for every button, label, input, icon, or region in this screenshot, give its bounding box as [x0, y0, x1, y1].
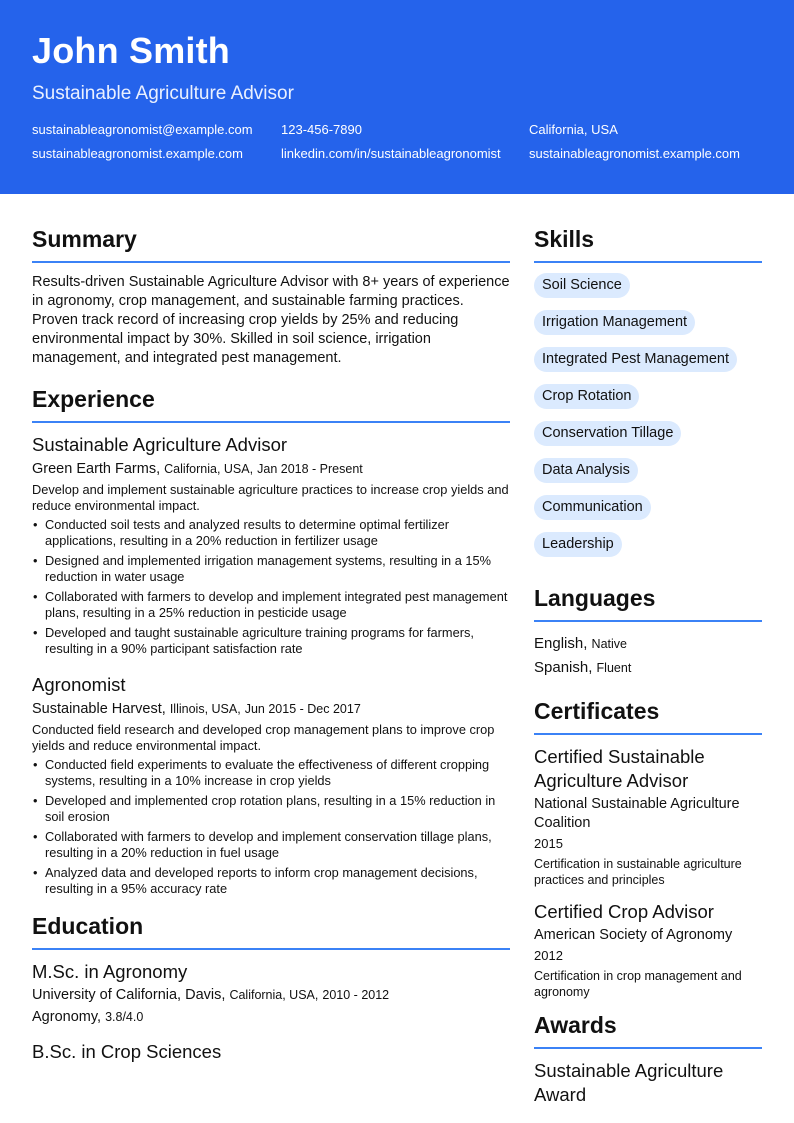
job-bullet: • Developed and taught sustainable agriculture training programs for farmers, resulting in a 90% participant satisfaction rate	[32, 625, 510, 657]
skill-tag: Crop Rotation	[534, 384, 639, 409]
certificate-title: Certified Sustainable Agriculture Advisor	[534, 746, 705, 791]
education-field-gpa	[32, 1006, 510, 1028]
skill-tag: Communication	[534, 495, 651, 520]
resume-header	[0, 0, 794, 194]
certificate-year: 2015	[534, 836, 563, 851]
job-title: Sustainable Agriculture Advisor	[32, 434, 288, 455]
job-dates: Jun 2015 - Dec 2017	[244, 702, 361, 716]
contact-website[interactable]: sustainableagronomist.example.com	[32, 146, 243, 161]
job-meta	[32, 459, 510, 479]
job-company: Sustainable Harvest,	[32, 701, 166, 717]
education-field: Agronomy,	[32, 1009, 102, 1025]
contact-email[interactable]: sustainableagronomist@example.com	[32, 122, 253, 137]
job-bullet: • Conducted soil tests and analyzed results to determine optimal fertilizer applications, resulting in a 20% reduction in fertilizer usage	[32, 517, 510, 549]
summary-heading: Summary	[32, 226, 510, 263]
languages-heading: Languages	[534, 585, 762, 622]
job-company: Green Earth Farms,	[32, 461, 161, 477]
certificate-issuer: National Sustainable Agriculture Coalition	[534, 796, 740, 831]
language-item	[534, 632, 762, 656]
side-column	[534, 226, 762, 1107]
job-bullets	[32, 517, 510, 657]
summary-text: Results-driven Sustainable Agriculture Advisor with 8+ years of experience in agronomy, crop management, and sustainable farming practices. Proven track record of increasing crop yields by 25% and reducing environmental impact by 30%. Skilled in soil science, irrigation management, and integrated pest management.	[32, 274, 510, 366]
certificate-issuer: American Society of Agronomy	[534, 927, 733, 943]
job-bullet: • Collaborated with farmers to develop and implement conservation tillage plans, resulting in a 20% reduction in fuel usage	[32, 829, 510, 861]
job-location: California, USA,	[164, 462, 254, 476]
skill-tag: Conservation Tillage	[534, 421, 681, 446]
contact-linkedin[interactable]: linkedin.com/in/sustainableagronomist	[281, 146, 501, 161]
education-location: California, USA,	[229, 988, 319, 1002]
experience-heading: Experience	[32, 386, 510, 423]
skills-list	[534, 273, 762, 569]
candidate-title: Sustainable Agriculture Advisor	[32, 83, 294, 104]
language-item	[534, 656, 762, 680]
job-description: Develop and implement sustainable agriculture practices to increase crop yields and reduce environmental impact.	[32, 482, 509, 513]
skills-heading: Skills	[534, 226, 762, 263]
contact-website-secondary[interactable]: sustainableagronomist.example.com	[529, 146, 740, 161]
job-description: Conducted field research and developed crop management plans to improve crop yields and reduce environmental impact.	[32, 722, 495, 753]
certificates-heading: Certificates	[534, 698, 762, 735]
candidate-name: John Smith	[32, 30, 230, 71]
certificate-entry	[534, 745, 762, 888]
skill-tag: Soil Science	[534, 273, 630, 298]
education-entry	[32, 1040, 510, 1064]
certificate-year: 2012	[534, 948, 563, 963]
job-bullet: • Developed and implemented crop rotation plans, resulting in a 15% reduction in soil erosion	[32, 793, 510, 825]
language-level: Native	[591, 637, 627, 651]
job-bullet: • Conducted field experiments to evaluate the effectiveness of different cropping systems, resulting in a 10% increase in crop yields	[32, 757, 510, 789]
contact-location: California, USA	[529, 122, 618, 137]
job-location: Illinois, USA,	[169, 702, 241, 716]
language-name: Spanish,	[534, 659, 593, 676]
education-school: University of California, Davis,	[32, 987, 226, 1003]
job-meta	[32, 699, 510, 719]
certificate-title: Certified Crop Advisor	[534, 901, 714, 922]
education-heading: Education	[32, 913, 510, 950]
job-bullets	[32, 757, 510, 897]
awards-heading: Awards	[534, 1012, 762, 1049]
main-column	[32, 226, 510, 1076]
award-title: Sustainable Agriculture Award	[534, 1060, 724, 1105]
skill-tag: Data Analysis	[534, 458, 638, 483]
job-entry	[32, 673, 510, 897]
job-bullet: • Collaborated with farmers to develop and implement integrated pest management plans, resulting in a 25% reduction in pesticide usage	[32, 589, 510, 621]
education-gpa: 3.8/4.0	[105, 1010, 144, 1024]
contact-phone[interactable]: 123-456-7890	[281, 122, 362, 137]
languages-list	[534, 632, 762, 680]
education-degree: B.Sc. in Crop Sciences	[32, 1041, 222, 1062]
certificate-description: Certification in sustainable agriculture practices and principles	[534, 857, 742, 887]
education-entry	[32, 960, 510, 1028]
language-level: Fluent	[596, 661, 632, 675]
education-degree: M.Sc. in Agronomy	[32, 961, 188, 982]
job-title: Agronomist	[32, 674, 126, 695]
certificate-entry	[534, 900, 762, 1000]
job-bullet: • Analyzed data and developed reports to inform crop management decisions, resulting in a 95% accuracy rate	[32, 865, 510, 897]
job-dates: Jan 2018 - Present	[257, 462, 363, 476]
education-meta	[32, 984, 510, 1006]
language-name: English,	[534, 635, 588, 652]
job-bullet: • Designed and implemented irrigation management systems, resulting in a 15% reduction in water usage	[32, 553, 510, 585]
skill-tag: Irrigation Management	[534, 310, 695, 335]
job-entry	[32, 433, 510, 657]
education-dates: 2010 - 2012	[322, 988, 390, 1002]
skill-tag: Leadership	[534, 532, 622, 557]
certificate-description: Certification in crop management and agronomy	[534, 969, 742, 999]
skill-tag: Integrated Pest Management	[534, 347, 737, 372]
